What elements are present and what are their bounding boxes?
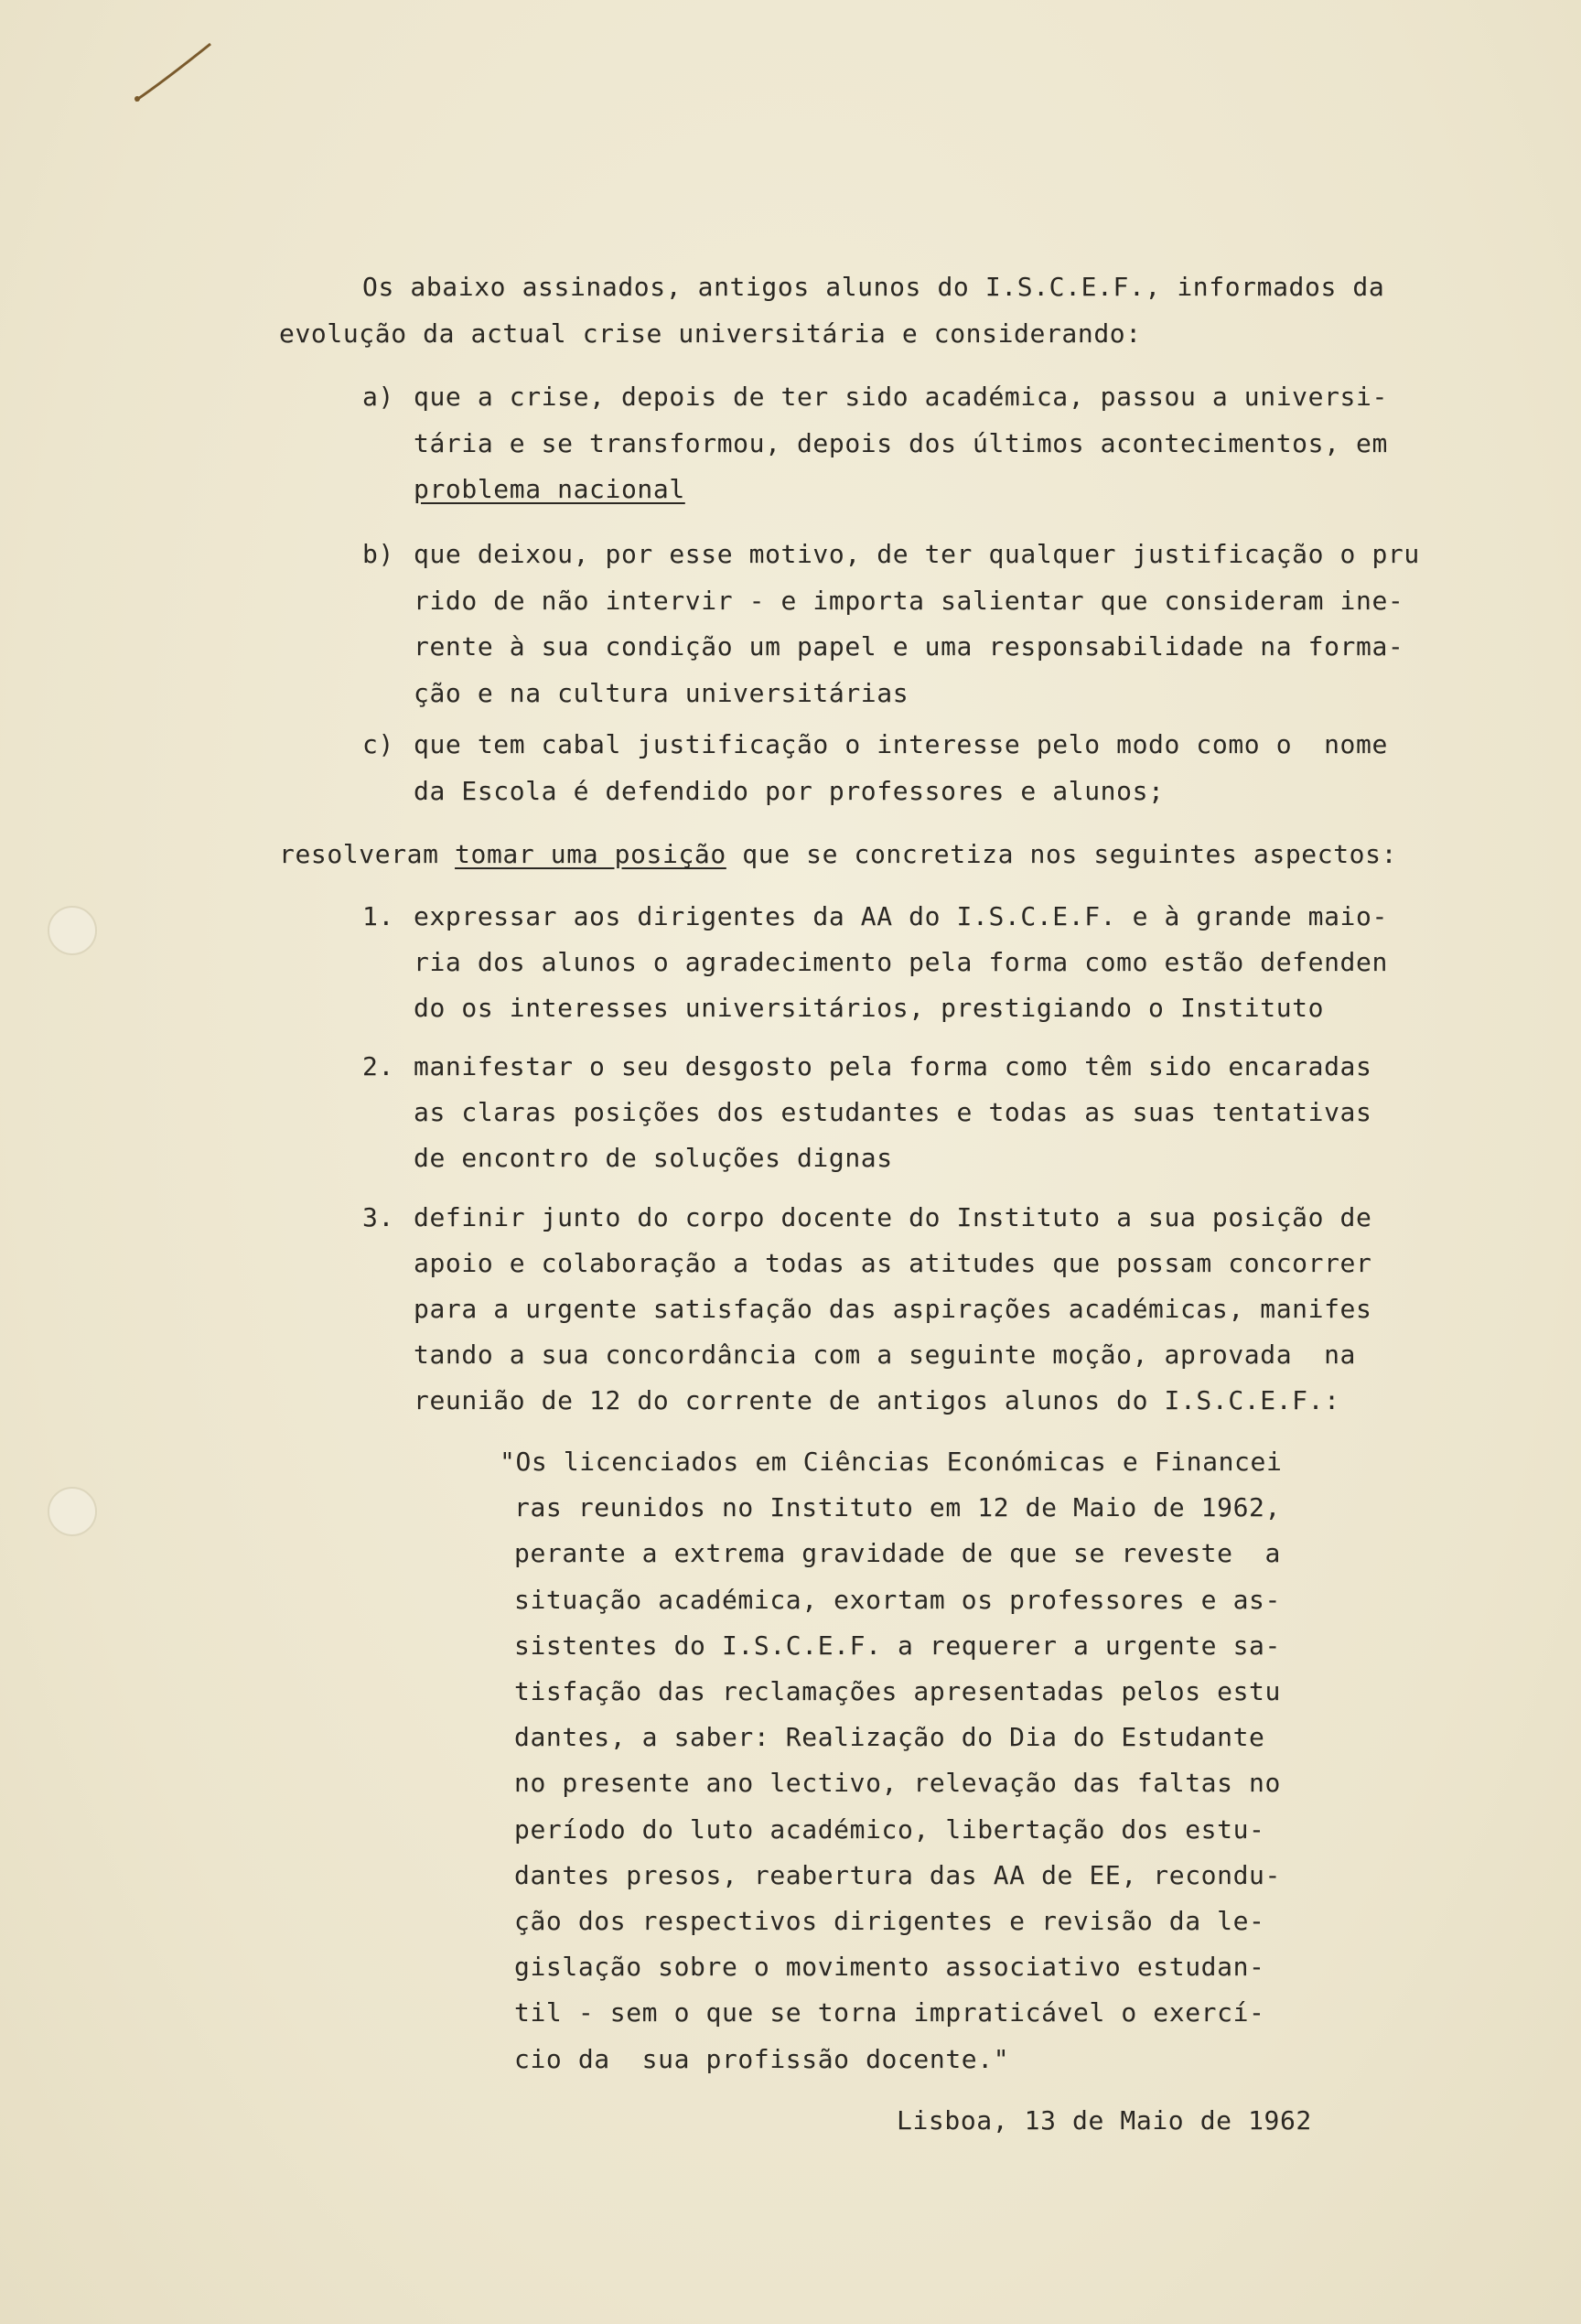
point-line: as claras posições dos estudantes e todas as suas tentativas bbox=[414, 1097, 1372, 1127]
consideration-line: que tem cabal justificação o interesse pelo modo como o nome bbox=[414, 729, 1388, 759]
place-date: Lisboa, 13 de Maio de 1962 bbox=[897, 2105, 1312, 2136]
motion-line: til - sem o que se torna impraticável o exercí- bbox=[514, 1997, 1265, 2028]
point-label: 2. bbox=[362, 1051, 394, 1081]
consideration-line: que a crise, depois de ter sido académica, passou a universi- bbox=[414, 382, 1388, 412]
motion-line: cio da sua profissão docente." bbox=[514, 2043, 1010, 2074]
point-line: do os interesses universitários, prestigiando o Instituto bbox=[414, 993, 1325, 1023]
resolution-underlined: tomar uma posição bbox=[455, 839, 726, 869]
resolution-line bbox=[279, 838, 1397, 871]
point-line: ria dos alunos o agradecimento pela forma como estão defenden bbox=[414, 947, 1388, 977]
intro-line: Os abaixo assinados, antigos alunos do I.S.C.E.F., informados da bbox=[362, 272, 1385, 302]
motion-line: dantes, a saber: Realização do Dia do Estudante bbox=[514, 1722, 1265, 1753]
consideration-line: que deixou, por esse motivo, de ter qualquer justificação o pru bbox=[414, 539, 1420, 569]
resolution-before: resolveram bbox=[279, 839, 456, 869]
punch-hole-bottom bbox=[48, 1487, 97, 1536]
motion-line: situação académica, exortam os professores e as- bbox=[514, 1584, 1281, 1615]
point-line: definir junto do corpo docente do Instituto a sua posição de bbox=[414, 1202, 1372, 1232]
consideration-line: rente à sua condição um papel e uma responsabilidade na forma- bbox=[414, 631, 1404, 662]
motion-line: tisfação das reclamações apresentadas pelos estu bbox=[514, 1676, 1281, 1706]
consideration-line: da Escola é defendido por professores e alunos; bbox=[414, 775, 1165, 806]
motion-line: período do luto académico, libertação dos estu- bbox=[514, 1813, 1265, 1845]
point-line: de encontro de soluções dignas bbox=[414, 1143, 893, 1173]
point-label: 1. bbox=[362, 901, 394, 931]
motion-line: sistentes do I.S.C.E.F. a requerer a urgente sa- bbox=[514, 1630, 1281, 1661]
motion-line: perante a extrema gravidade de que se reveste a bbox=[514, 1538, 1281, 1569]
point-line: expressar aos dirigentes da AA do I.S.C.E.F. e à grande maio- bbox=[414, 901, 1388, 931]
motion-line: ção dos respectivos dirigentes e revisão da le- bbox=[514, 1906, 1265, 1936]
consideration-line: rido de não intervir - e importa salientar que consideram ine- bbox=[414, 585, 1404, 616]
resolution-after: que se concretiza nos seguintes aspectos: bbox=[726, 839, 1398, 869]
punch-hole-top bbox=[48, 906, 97, 955]
motion-line: ras reunidos no Instituto em 12 de Maio de 1962, bbox=[514, 1492, 1281, 1523]
consideration-line: tária e se transformou, depois dos últimos acontecimentos, em bbox=[414, 427, 1388, 458]
motion-line: dantes presos, reabertura das AA de EE, recondu- bbox=[514, 1859, 1281, 1890]
point-line: reunião de 12 do corrente de antigos alunos do I.S.C.E.F.: bbox=[414, 1385, 1340, 1415]
point-line: para a urgente satisfação das aspirações académicas, manifes bbox=[414, 1294, 1372, 1324]
intro-line: evolução da actual crise universitária e considerando: bbox=[279, 318, 1142, 349]
motion-line: gislação sobre o movimento associativo estudan- bbox=[514, 1952, 1265, 1983]
point-line: apoio e colaboração a todas as atitudes que possam concorrer bbox=[414, 1248, 1372, 1278]
consideration-label: a) bbox=[362, 382, 394, 412]
point-line: manifestar o seu desgosto pela forma como têm sido encaradas bbox=[414, 1051, 1372, 1081]
consideration-line: ção e na cultura universitárias bbox=[414, 677, 909, 708]
consideration-line: problema nacional bbox=[414, 474, 685, 504]
point-line: tando a sua concordância com a seguinte moção, aprovada na bbox=[414, 1340, 1356, 1370]
consideration-label: c) bbox=[362, 729, 394, 759]
motion-line: no presente ano lectivo, relevação das faltas no bbox=[514, 1768, 1281, 1799]
point-label: 3. bbox=[362, 1202, 394, 1232]
ink-stroke-mark bbox=[128, 37, 220, 110]
consideration-label: b) bbox=[362, 539, 394, 569]
motion-line: "Os licenciados em Ciências Económicas e Financei bbox=[500, 1447, 1283, 1477]
